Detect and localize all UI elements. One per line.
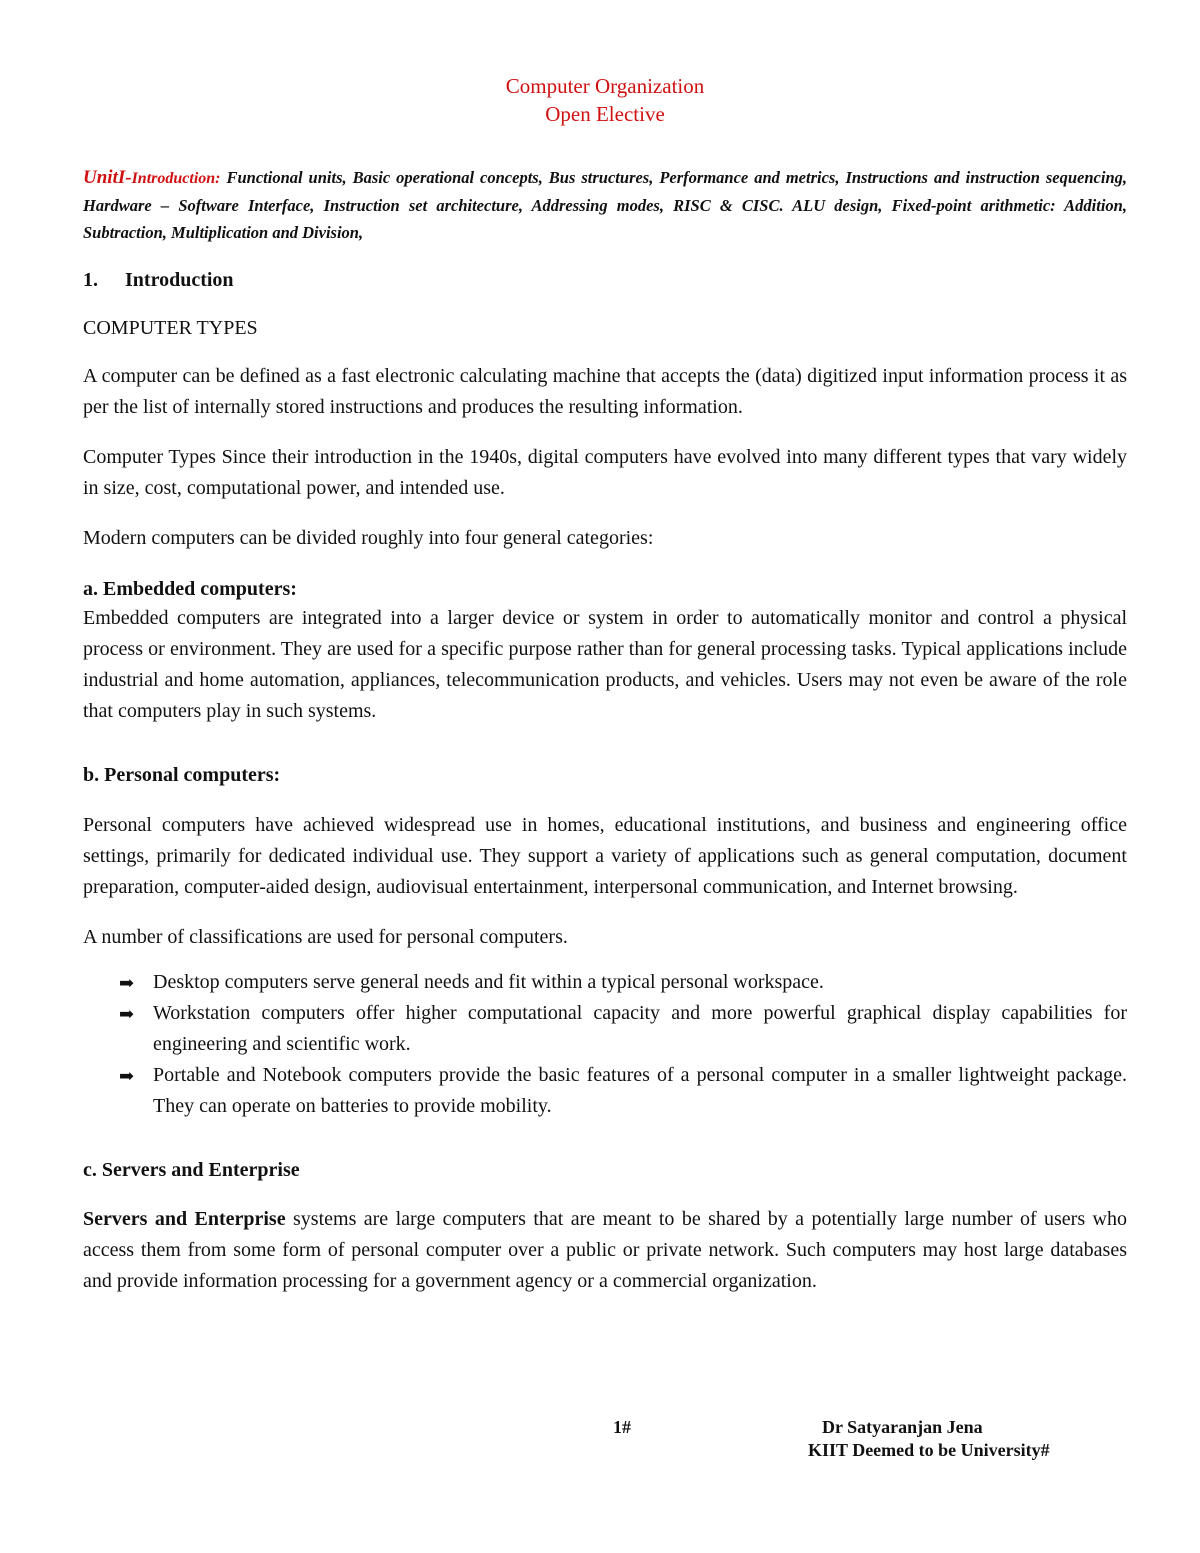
- list-item: ➡ Workstation computers offer higher computational capacity and more powerful graphical display capabilities for engineering and scientific work.: [83, 998, 1127, 1060]
- author-name: Dr Satyaranjan Jena: [822, 1417, 983, 1437]
- servers-body: systems are large computers that are meant to be shared by a potentially large number of users who access them from some form of personal computer over a public or private network. Such computers may host large databases and provide information processing for a government agency or a commercial organization.: [83, 1208, 1127, 1292]
- page-number: 1#: [613, 1417, 631, 1437]
- embedded-paragraph: Embedded computers are integrated into a larger device or system in order to automatically monitor and control a physical process or environment. They are used for a specific purpose rather than for general processing tasks. Typical applications include industrial and home automation, appliances, telecommunication products, and vehicles. Users may not even be aware of the role that computers play in such systems.: [83, 607, 1127, 722]
- arrow-right-icon: ➡: [119, 973, 135, 993]
- arrow-right-icon: ➡: [119, 1004, 135, 1024]
- servers-heading: c. Servers and Enterprise: [83, 1159, 300, 1181]
- document-page: [83, 0, 1127, 1297]
- list-item: ➡ Desktop computers serve general needs and fit within a typical personal workspace.: [83, 967, 1127, 998]
- servers-paragraph: [83, 1204, 1127, 1297]
- classification-list: [83, 967, 1127, 1122]
- unit-topics: Functional units, Basic operational concepts, Bus structures, Performance and metrics, Instructions and instruction sequencing, Hardware – Software Interface, Instruction set architecture, Addressing modes, RISC & CISC. ALU design, Fixed-point arithmetic: Addition, Subtraction, Multiplication and Division,: [83, 168, 1127, 242]
- computer-types-heading: COMPUTER TYPES: [83, 317, 258, 339]
- paragraph-history: Computer Types Since their introduction in the 1940s, digital computers have evolved into many different types that vary widely in size, cost, computational power, and intended use.: [83, 446, 1127, 499]
- embedded-heading: a. Embedded computers:: [83, 578, 297, 600]
- personal-paragraph: Personal computers have achieved widespread use in homes, educational institutions, and business and engineering office settings, primarily for dedicated individual use. They support a variety of applications such as general computation, document preparation, computer-aided design, audiovisual entertainment, interpersonal communication, and Internet browsing.: [83, 814, 1127, 898]
- author-institution: KIIT Deemed to be University#: [808, 1440, 1050, 1460]
- personal-heading: b. Personal computers:: [83, 764, 281, 786]
- document-subtitle: Open Elective: [545, 102, 665, 126]
- servers-lead: Servers and Enterprise: [83, 1208, 286, 1230]
- unit-syllabus: [83, 164, 1127, 246]
- section-title: Introduction: [125, 269, 234, 291]
- document-title: Computer Organization: [505, 74, 705, 98]
- paragraph-categories: Modern computers can be divided roughly into four general categories:: [83, 527, 654, 549]
- unit-intro-label: Introduction:: [131, 170, 221, 187]
- classifications-paragraph: A number of classifications are used for personal computers.: [83, 926, 568, 948]
- list-item: ➡ Portable and Notebook computers provide the basic features of a personal computer in a smaller lightweight package. They can operate on batteries to provide mobility.: [83, 1060, 1127, 1122]
- arrow-right-icon: ➡: [119, 1066, 135, 1086]
- section-number: 1.: [83, 269, 98, 291]
- paragraph-definition: A computer can be defined as a fast electronic calculating machine that accepts the (data) digitized input information process it as per the list of internally stored instructions and produces the resulting information.: [83, 365, 1127, 418]
- unit-label: UnitI-: [83, 167, 132, 188]
- section-heading: [83, 266, 1127, 294]
